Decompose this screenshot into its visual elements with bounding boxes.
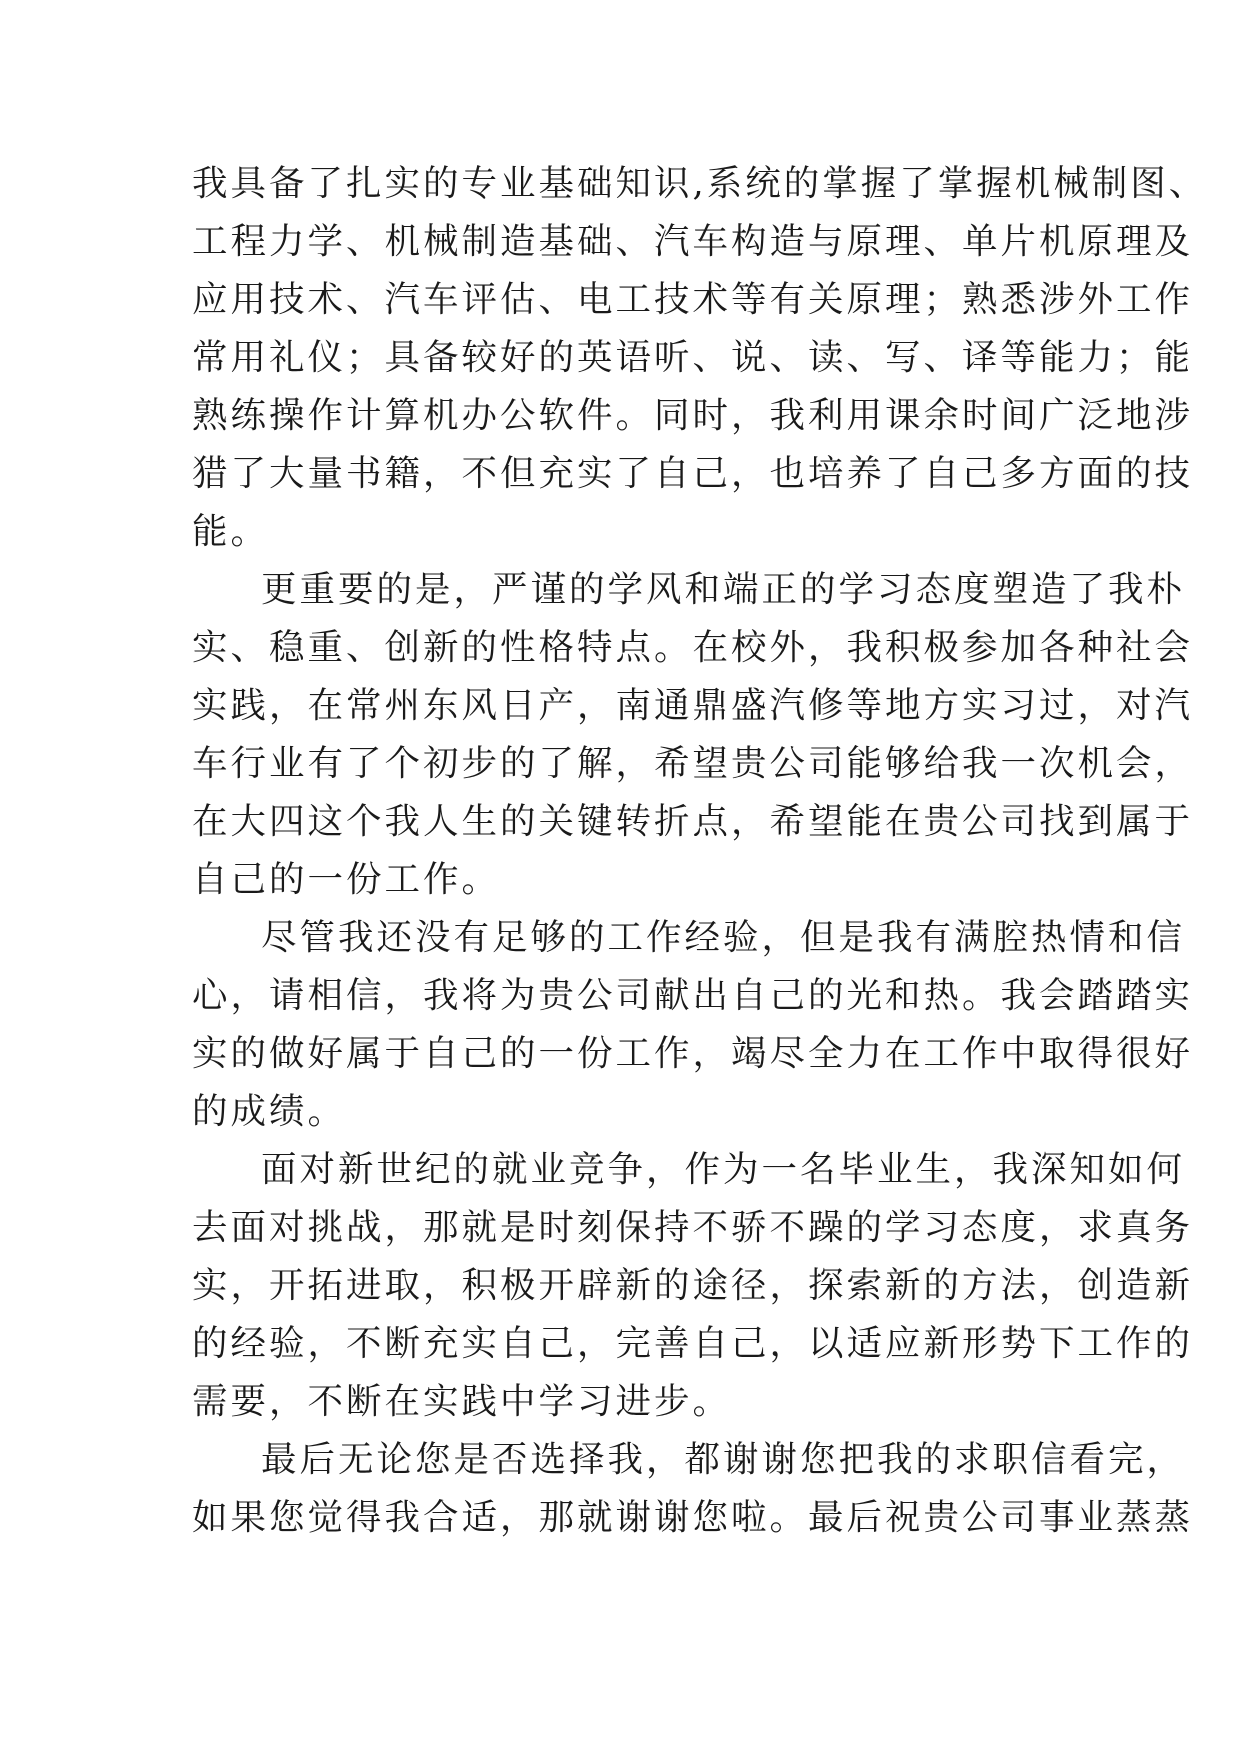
- text-line: 应用技术、汽车评估、电工技术等有关原理；熟悉涉外工作: [192, 279, 1194, 320]
- text-line: 能。: [192, 511, 270, 552]
- text-line: 猎了大量书籍，不但充实了自己，也培养了自己多方面的技: [192, 453, 1194, 494]
- text-line: 去面对挑战，那就是时刻保持不骄不躁的学习态度，求真务: [192, 1207, 1194, 1248]
- text-line: 更重要的是，严谨的学风和端正的学习态度塑造了我朴: [261, 569, 1186, 610]
- text-line: 需要，不断在实践中学习进步。: [192, 1381, 732, 1422]
- text-line: 实，开拓进取，积极开辟新的途径，探索新的方法，创造新: [192, 1265, 1194, 1306]
- text-line: 的经验，不断充实自己，完善自己，以适应新形势下工作的: [192, 1323, 1194, 1364]
- text-line: 工程力学、机械制造基础、汽车构造与原理、单片机原理及: [192, 221, 1194, 262]
- text-line: 车行业有了个初步的了解，希望贵公司能够给我一次机会，: [192, 743, 1194, 784]
- text-line: 尽管我还没有足够的工作经验，但是我有满腔热情和信: [261, 917, 1186, 958]
- text-line: 在大四这个我人生的关键转折点，希望能在贵公司找到属于: [192, 801, 1194, 842]
- text-line: 面对新世纪的就业竞争，作为一名毕业生，我深知如何: [261, 1149, 1186, 1190]
- text-line: 如果您觉得我合适，那就谢谢您啦。最后祝贵公司事业蒸蒸: [192, 1497, 1194, 1538]
- text-line: 我具备了扎实的专业基础知识,系统的掌握了掌握机械制图、: [192, 163, 1208, 204]
- text-line: 自己的一份工作。: [192, 859, 501, 900]
- text-line: 心，请相信，我将为贵公司献出自己的光和热。我会踏踏实: [192, 975, 1194, 1016]
- text-line: 的成绩。: [192, 1091, 347, 1132]
- text-line: 熟练操作计算机办公软件。同时，我利用课余时间广泛地涉: [192, 395, 1194, 436]
- text-line: 实、稳重、创新的性格特点。在校外，我积极参加各种社会: [192, 627, 1194, 668]
- text-line: 常用礼仪；具备较好的英语听、说、读、写、译等能力；能: [192, 337, 1194, 378]
- text-line: 实践，在常州东风日产，南通鼎盛汽修等地方实习过，对汽: [192, 685, 1194, 726]
- text-line: 实的做好属于自己的一份工作，竭尽全力在工作中取得很好: [192, 1033, 1194, 1074]
- text-line: 最后无论您是否选择我，都谢谢您把我的求职信看完，: [261, 1439, 1186, 1480]
